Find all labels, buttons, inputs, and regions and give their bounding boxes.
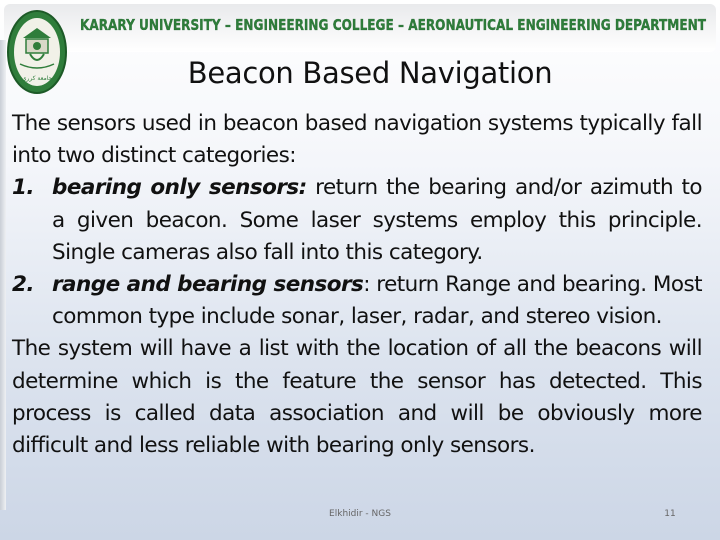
list-term: range and bearing sensors <box>52 272 364 298</box>
list-term: bearing only sensors <box>52 175 299 201</box>
list-description: return the bearing and/or azimuth to a given beacon. Some laser systems employ this principle. Single cameras also fall into this category. <box>52 175 702 265</box>
slide-title: Beacon Based Navigation <box>187 56 553 90</box>
department-banner <box>80 8 710 38</box>
list-item-text <box>52 172 702 269</box>
slide-footer <box>0 509 720 523</box>
university-logo <box>6 8 68 96</box>
footer-author: Elkhidir - NGS <box>329 509 391 519</box>
list-item-2 <box>12 269 702 333</box>
list-number: 2. <box>12 272 35 298</box>
list-number: 1. <box>12 175 35 201</box>
list-term-suffix: : <box>363 272 370 298</box>
list-term-suffix: : <box>298 175 307 201</box>
left-border <box>0 40 6 510</box>
svg-text:جامعة كرري: جامعة كرري <box>21 75 53 82</box>
list-description: return Range and bearing. Most common type include sonar, laser, radar, and stereo vision. <box>52 272 702 330</box>
closing-paragraph: The system will have a list with the location of all the beacons will determine which is the feature the sensor has detected. This process is called data association and will be obviously more difficult and less reliable with bearing only sensors. <box>12 336 702 459</box>
list-item-text <box>52 269 702 333</box>
list-item-1 <box>12 172 702 269</box>
intro-paragraph: The sensors used in beacon based navigation systems typically fall into two distinct categories: <box>12 111 702 169</box>
page-number: 11 <box>664 509 676 519</box>
slide-body <box>12 108 702 462</box>
banner-text: KARARY UNIVERSITY – ENGINEERING COLLEGE – AERONAUTICAL ENGINEERING DEPARTMENT <box>80 16 707 34</box>
